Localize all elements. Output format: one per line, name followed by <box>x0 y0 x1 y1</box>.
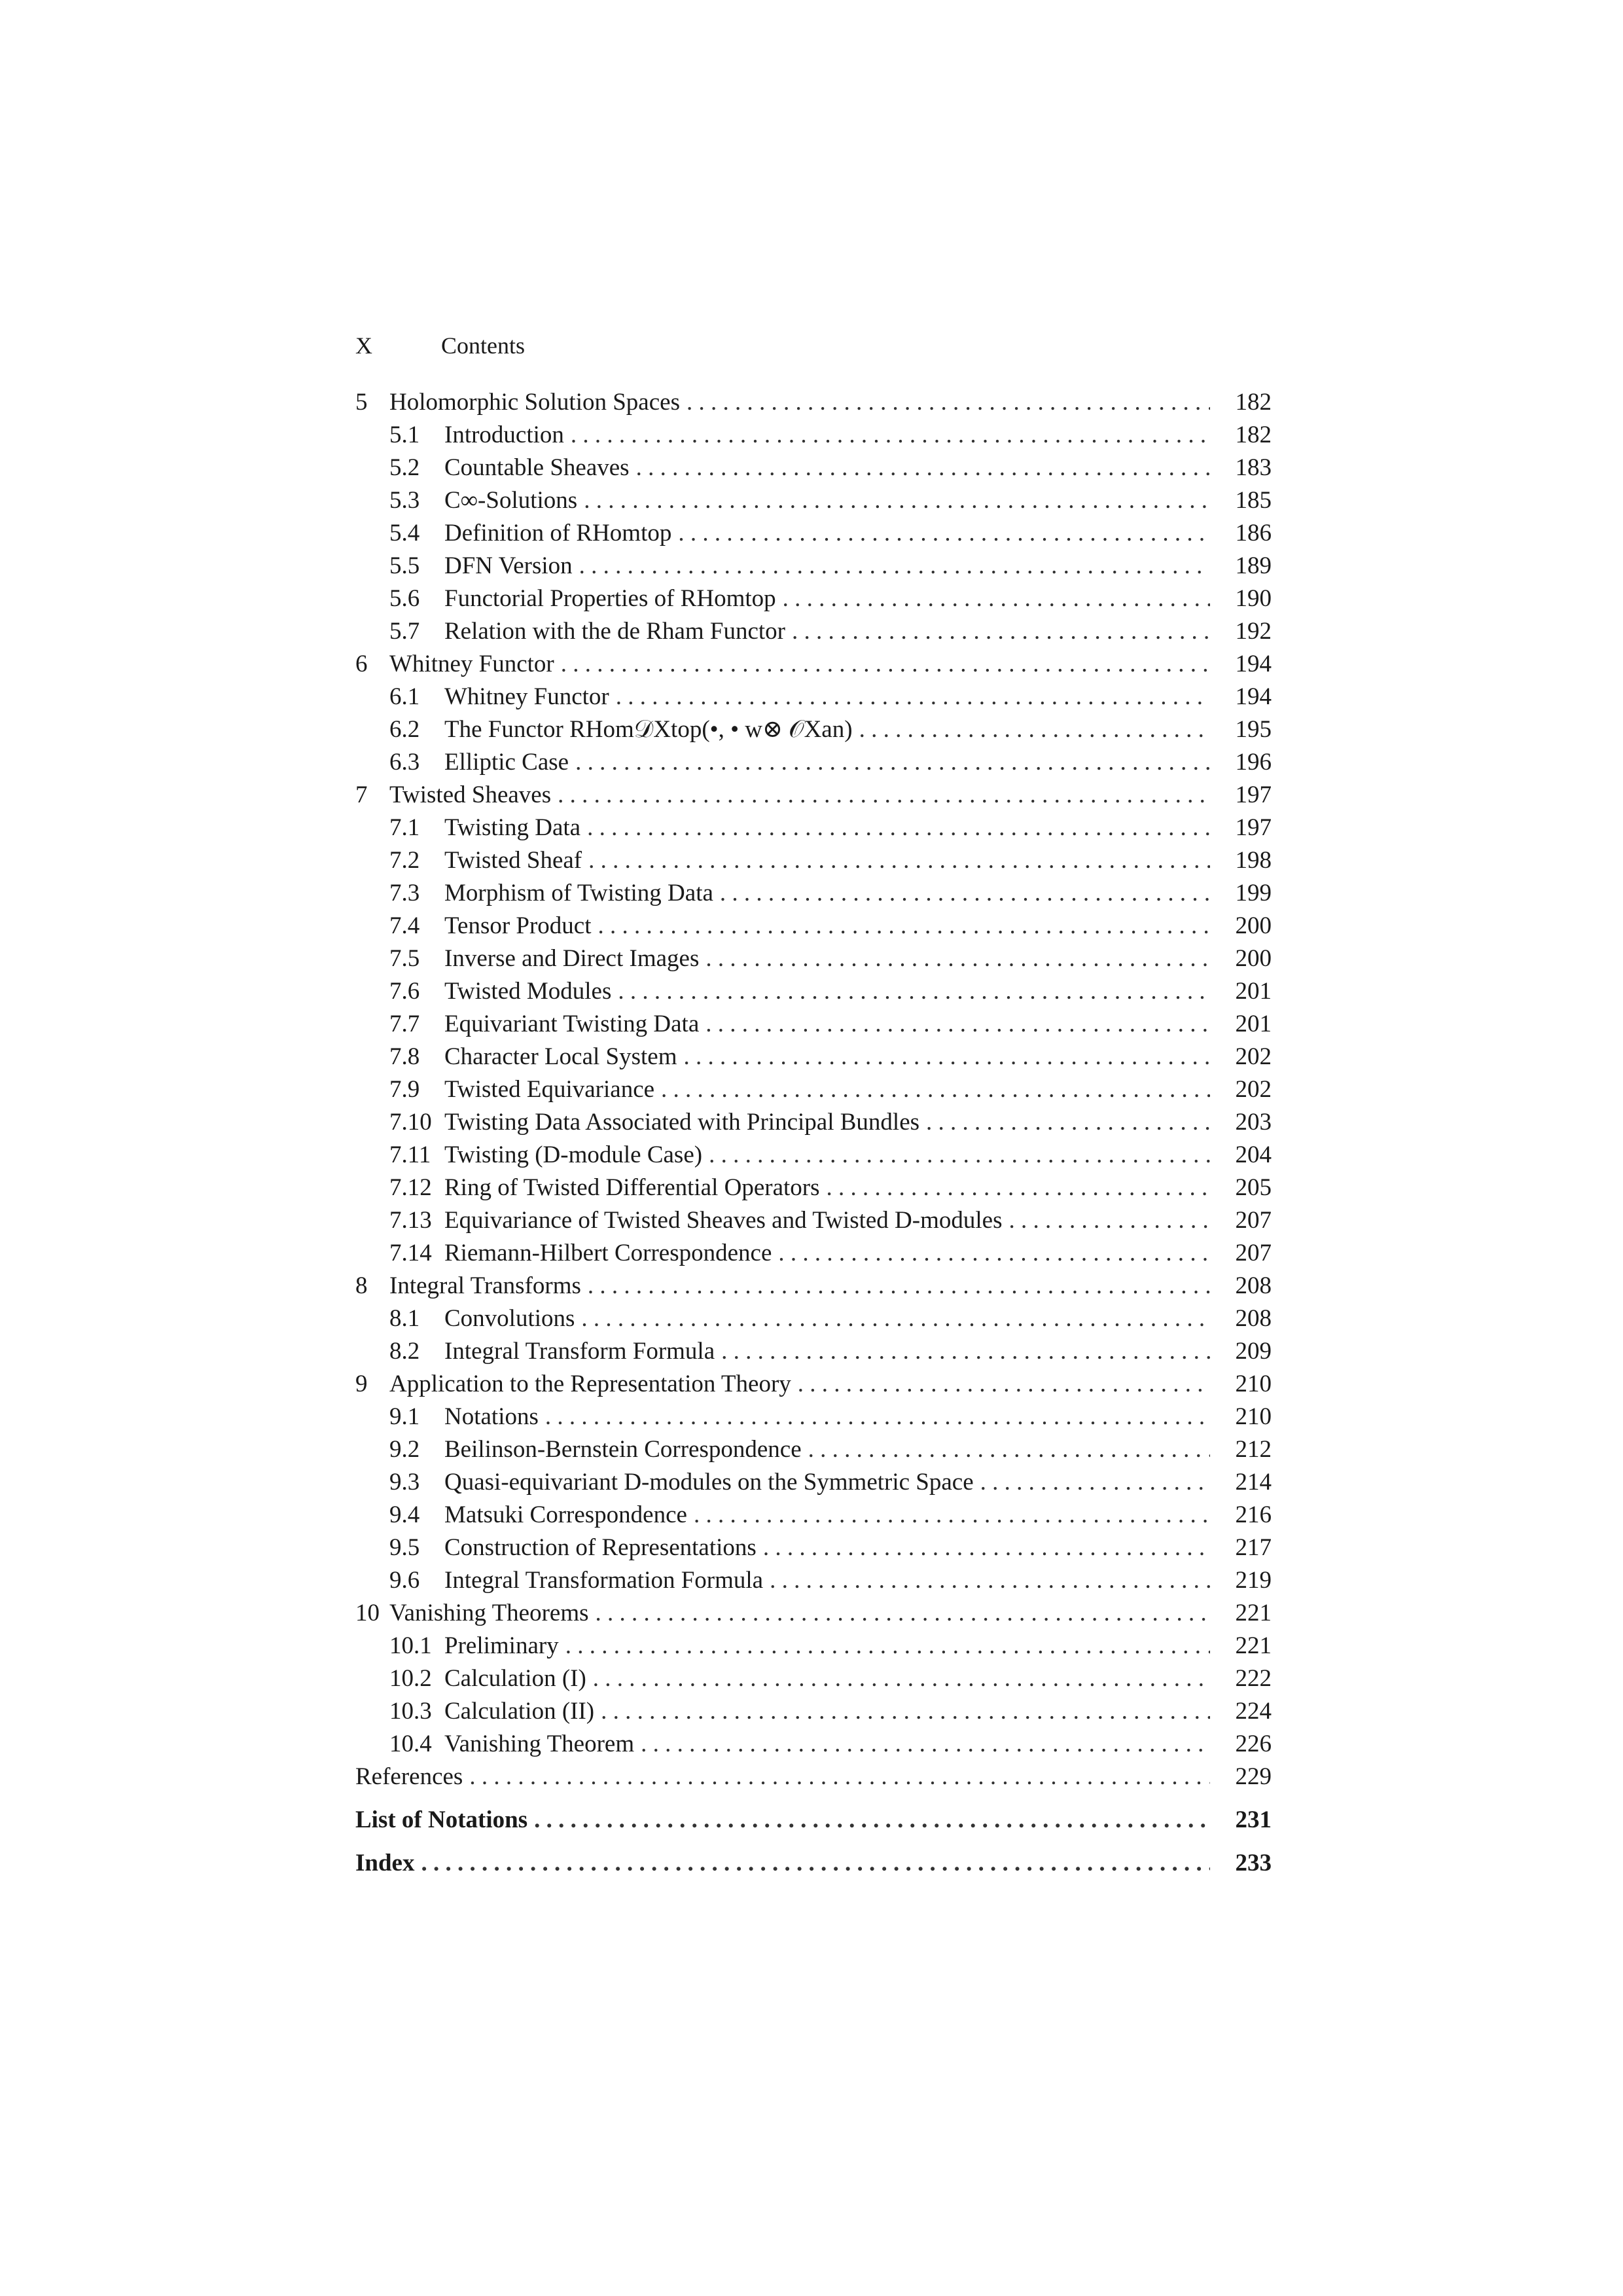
toc-number: 7.6 <box>389 978 420 1005</box>
running-head-page-number: X <box>355 332 372 359</box>
toc-page-number: 210 <box>1235 1371 1272 1397</box>
toc-section-row[interactable] <box>389 746 1272 779</box>
toc-page-number: 231 <box>1235 1806 1272 1833</box>
toc-title: Vanishing Theorem <box>444 1731 635 1757</box>
toc-leader-dots <box>579 550 1210 583</box>
toc-section-row[interactable] <box>389 1041 1272 1073</box>
toc-section-row[interactable] <box>389 1630 1272 1662</box>
toc-title: Integral Transform Formula <box>444 1338 715 1365</box>
toc-number: 6.1 <box>389 683 420 710</box>
toc-title: Relation with the de Rham Functor <box>444 618 785 645</box>
toc-leader-dots <box>641 1728 1210 1761</box>
toc-chapter-row[interactable] <box>355 1597 1272 1630</box>
toc-section-row[interactable] <box>389 942 1272 975</box>
toc-number: 9.5 <box>389 1534 420 1561</box>
toc-page-number: 205 <box>1235 1174 1272 1201</box>
toc-leader-dots <box>709 1139 1210 1172</box>
toc-title: DFN Version <box>444 552 573 579</box>
toc-title: Quasi-equivariant D-modules on the Symmetric Space <box>444 1469 974 1496</box>
toc-leader-dots <box>705 1008 1210 1041</box>
toc-section-row[interactable] <box>389 1139 1272 1172</box>
toc-title: Preliminary <box>444 1632 559 1659</box>
toc-leader-dots <box>561 648 1210 681</box>
toc-leader-dots <box>926 1106 1210 1139</box>
toc-page-number: 214 <box>1235 1469 1272 1496</box>
toc-page-number: 196 <box>1235 749 1272 776</box>
toc-number: 5.1 <box>389 422 420 448</box>
toc-page-number: 216 <box>1235 1501 1272 1528</box>
toc-number: 7.11 <box>389 1141 431 1168</box>
toc-number: 8 <box>355 1272 368 1299</box>
toc-title: Inverse and Direct Images <box>444 945 700 972</box>
toc-number: 6.2 <box>389 716 420 743</box>
toc-page-number: 224 <box>1235 1698 1272 1725</box>
toc-number: 6 <box>355 651 368 677</box>
toc-leader-dots <box>593 1662 1210 1695</box>
toc-title: Convolutions <box>444 1305 575 1332</box>
toc-number: 10.1 <box>389 1632 432 1659</box>
toc-page-number: 194 <box>1235 683 1272 710</box>
toc-title: Index <box>355 1850 415 1876</box>
toc-page-number: 221 <box>1235 1600 1272 1626</box>
toc-leader-dots <box>588 1270 1210 1302</box>
running-head-title: Contents <box>441 332 526 359</box>
toc-section-row[interactable] <box>389 484 1272 517</box>
toc-page-number: 197 <box>1235 814 1272 841</box>
toc-leader-dots <box>980 1466 1210 1499</box>
toc-title: Whitney Functor <box>389 651 554 677</box>
toc-section-row[interactable] <box>389 452 1272 484</box>
toc-leader-dots <box>687 386 1210 419</box>
running-head <box>355 331 525 360</box>
toc-chapter-row[interactable] <box>355 1761 1272 1793</box>
toc-page-number: 201 <box>1235 978 1272 1005</box>
toc-leader-dots <box>598 910 1210 942</box>
toc-number: 9.3 <box>389 1469 420 1496</box>
toc-page-number: 212 <box>1235 1436 1272 1463</box>
toc-section-row[interactable] <box>389 419 1272 452</box>
toc-number: 7.14 <box>389 1240 432 1266</box>
toc-title: Twisted Sheaf <box>444 847 582 874</box>
toc-title: References <box>355 1763 463 1790</box>
toc-leader-dots <box>601 1695 1210 1728</box>
toc-number: 8.2 <box>389 1338 420 1365</box>
toc-page-number: 222 <box>1235 1665 1272 1692</box>
toc-page-number: 202 <box>1235 1076 1272 1103</box>
toc-chapter-row[interactable] <box>355 386 1272 419</box>
toc-page-number: 197 <box>1235 781 1272 808</box>
toc-page-number: 201 <box>1235 1011 1272 1037</box>
toc-leader-dots <box>1008 1204 1210 1237</box>
toc-title: Twisting Data Associated with Principal Bundles <box>444 1109 920 1136</box>
toc-leader-dots <box>721 1335 1210 1368</box>
toc-page-number: 204 <box>1235 1141 1272 1168</box>
toc-number: 10.4 <box>389 1731 432 1757</box>
toc-title: Construction of Representations <box>444 1534 757 1561</box>
toc-leader-dots <box>421 1847 1210 1880</box>
toc-title: Twisted Equivariance <box>444 1076 655 1103</box>
toc-title: Twisting (D-module Case) <box>444 1141 703 1168</box>
toc-number: 7.12 <box>389 1174 432 1201</box>
toc-leader-dots <box>859 713 1210 746</box>
toc-chapter-row[interactable] <box>355 1270 1272 1302</box>
toc-leader-dots <box>770 1564 1210 1597</box>
toc-title: Tensor Product <box>444 912 592 939</box>
toc-leader-dots <box>575 746 1210 779</box>
toc-title: Notations <box>444 1403 539 1430</box>
toc-number: 7.9 <box>389 1076 420 1103</box>
toc-number: 10 <box>355 1600 380 1626</box>
toc-title: Matsuki Correspondence <box>444 1501 687 1528</box>
toc-title: Equivariance of Twisted Sheaves and Twisted D-modules <box>444 1207 1003 1234</box>
toc-number: 8.1 <box>389 1305 420 1332</box>
toc-leader-dots <box>683 1041 1210 1073</box>
toc-number: 7.7 <box>389 1011 420 1037</box>
toc-number: 5.3 <box>389 487 420 514</box>
toc-number: 7.1 <box>389 814 420 841</box>
toc-title: Calculation (I) <box>444 1665 586 1692</box>
toc-chapter-row[interactable] <box>355 1847 1272 1880</box>
toc-page-number: 208 <box>1235 1305 1272 1332</box>
toc-section-row[interactable] <box>389 877 1272 910</box>
toc-title: Twisted Sheaves <box>389 781 552 808</box>
toc-number: 6.3 <box>389 749 420 776</box>
toc-page-number: 221 <box>1235 1632 1272 1659</box>
toc-title: List of Notations <box>355 1806 528 1833</box>
toc-title: Whitney Functor <box>444 683 609 710</box>
toc-leader-dots <box>720 877 1210 910</box>
toc-leader-dots <box>616 681 1210 713</box>
toc-title: Countable Sheaves <box>444 454 630 481</box>
toc-chapter-row[interactable] <box>355 779 1272 812</box>
toc-leader-dots <box>587 812 1210 844</box>
toc-section-row[interactable] <box>389 1695 1272 1728</box>
toc-page-number: 190 <box>1235 585 1272 612</box>
toc-title: Integral Transformation Formula <box>444 1567 764 1594</box>
toc-number: 5.7 <box>389 618 420 645</box>
toc-page-number: 208 <box>1235 1272 1272 1299</box>
toc-section-row[interactable] <box>389 1401 1272 1433</box>
toc-section-row[interactable] <box>389 1728 1272 1761</box>
toc-number: 7.13 <box>389 1207 432 1234</box>
toc-title: Twisting Data <box>444 814 581 841</box>
toc-section-row[interactable] <box>389 1204 1272 1237</box>
toc-leader-dots <box>705 942 1210 975</box>
toc-section-row[interactable] <box>389 583 1272 615</box>
toc-section-row[interactable] <box>389 713 1272 746</box>
toc-section-row[interactable] <box>389 517 1272 550</box>
toc-number: 7 <box>355 781 368 808</box>
toc-title: Ring of Twisted Differential Operators <box>444 1174 820 1201</box>
toc-page-number: 203 <box>1235 1109 1272 1136</box>
toc-leader-dots <box>808 1433 1210 1466</box>
toc-number: 10.2 <box>389 1665 432 1692</box>
toc-section-row[interactable] <box>389 1564 1272 1597</box>
toc-section-row[interactable] <box>389 1466 1272 1499</box>
toc-number: 7.3 <box>389 880 420 906</box>
toc-section-row[interactable] <box>389 1172 1272 1204</box>
toc-number: 9.6 <box>389 1567 420 1594</box>
toc-section-row[interactable] <box>389 1073 1272 1106</box>
toc-leader-dots <box>636 452 1210 484</box>
toc-number: 7.2 <box>389 847 420 874</box>
toc-leader-dots <box>678 517 1210 550</box>
toc-leader-dots <box>694 1499 1210 1532</box>
toc-page-number: 217 <box>1235 1534 1272 1561</box>
toc-page-number: 195 <box>1235 716 1272 743</box>
toc-leader-dots <box>565 1630 1210 1662</box>
toc-section-row[interactable] <box>389 1662 1272 1695</box>
toc-title: Equivariant Twisting Data <box>444 1011 700 1037</box>
toc-page-number: 198 <box>1235 847 1272 874</box>
toc-page-number: 202 <box>1235 1043 1272 1070</box>
toc-leader-dots <box>792 615 1210 648</box>
toc-section-row[interactable] <box>389 1106 1272 1139</box>
toc-leader-dots <box>798 1368 1210 1401</box>
toc-page-number: 226 <box>1235 1731 1272 1757</box>
toc-number: 9.4 <box>389 1501 420 1528</box>
toc-leader-dots <box>618 975 1210 1008</box>
toc-section-row[interactable] <box>389 975 1272 1008</box>
toc-title: Integral Transforms <box>389 1272 581 1299</box>
toc-section-row[interactable] <box>389 1302 1272 1335</box>
toc-number: 9 <box>355 1371 368 1397</box>
toc-title: Morphism of Twisting Data <box>444 880 713 906</box>
toc-section-row[interactable] <box>389 1532 1272 1564</box>
toc-chapter-row[interactable] <box>355 1368 1272 1401</box>
toc-title: Vanishing Theorems <box>389 1600 589 1626</box>
toc-page-number: 233 <box>1235 1850 1272 1876</box>
toc-page-number: 183 <box>1235 454 1272 481</box>
toc-number: 7.4 <box>389 912 420 939</box>
toc-title: Calculation (II) <box>444 1698 595 1725</box>
toc-leader-dots <box>827 1172 1210 1204</box>
toc-section-row[interactable] <box>389 550 1272 583</box>
toc-title: Riemann-Hilbert Correspondence <box>444 1240 772 1266</box>
toc-leader-dots <box>534 1804 1210 1837</box>
toc-leader-dots <box>596 1597 1210 1630</box>
toc-title: C∞-Solutions <box>444 487 578 514</box>
toc-number: 5.2 <box>389 454 420 481</box>
toc-number: 5 <box>355 389 368 416</box>
toc-leader-dots <box>584 484 1210 517</box>
toc-title: Beilinson-Bernstein Correspondence <box>444 1436 802 1463</box>
toc-title: Character Local System <box>444 1043 677 1070</box>
toc-section-row[interactable] <box>389 844 1272 877</box>
toc-leader-dots <box>545 1401 1210 1433</box>
toc-leader-dots <box>571 419 1210 452</box>
toc-section-row[interactable] <box>389 681 1272 713</box>
toc-page-number: 199 <box>1235 880 1272 906</box>
toc-leader-dots <box>558 779 1210 812</box>
toc-number: 7.8 <box>389 1043 420 1070</box>
toc-number: 10.3 <box>389 1698 432 1725</box>
toc-section-row[interactable] <box>389 1499 1272 1532</box>
toc-title: Twisted Modules <box>444 978 612 1005</box>
toc-leader-dots <box>581 1302 1210 1335</box>
toc-title: Introduction <box>444 422 564 448</box>
toc-page-number: 192 <box>1235 618 1272 645</box>
toc-chapter-row[interactable] <box>355 648 1272 681</box>
toc-leader-dots <box>469 1761 1210 1793</box>
toc-page-number: 186 <box>1235 520 1272 547</box>
toc-page-number: 182 <box>1235 422 1272 448</box>
toc-page-number: 209 <box>1235 1338 1272 1365</box>
toc-number: 7.5 <box>389 945 420 972</box>
toc-section-row[interactable] <box>389 1008 1272 1041</box>
toc-title: Application to the Representation Theory <box>389 1371 791 1397</box>
toc-leader-dots <box>778 1237 1210 1270</box>
toc-section-row[interactable] <box>389 812 1272 844</box>
toc-section-row[interactable] <box>389 1433 1272 1466</box>
toc-chapter-row[interactable] <box>355 1804 1272 1837</box>
toc-title: The Functor RHom𝒟Xtop(•, • w⊗ 𝒪Xan) <box>444 716 853 743</box>
toc-page-number: 200 <box>1235 912 1272 939</box>
toc-section-row[interactable] <box>389 910 1272 942</box>
toc-page-number: 207 <box>1235 1207 1272 1234</box>
toc-title: Definition of RHomtop <box>444 520 672 547</box>
toc-title: Holomorphic Solution Spaces <box>389 389 680 416</box>
toc-page-number: 219 <box>1235 1567 1272 1594</box>
toc-section-row[interactable] <box>389 1335 1272 1368</box>
toc-number: 9.1 <box>389 1403 420 1430</box>
toc-number: 5.5 <box>389 552 420 579</box>
toc-page-number: 185 <box>1235 487 1272 514</box>
toc-section-row[interactable] <box>389 615 1272 648</box>
toc-number: 5.4 <box>389 520 420 547</box>
toc-leader-dots <box>763 1532 1210 1564</box>
toc-page-number: 200 <box>1235 945 1272 972</box>
toc-number: 9.2 <box>389 1436 420 1463</box>
toc-page-number: 207 <box>1235 1240 1272 1266</box>
toc-number: 5.6 <box>389 585 420 612</box>
toc-page-number: 229 <box>1235 1763 1272 1790</box>
toc-title: Elliptic Case <box>444 749 569 776</box>
toc-leader-dots <box>783 583 1210 615</box>
toc-leader-dots <box>661 1073 1210 1106</box>
toc-section-row[interactable] <box>389 1237 1272 1270</box>
toc-page-number: 194 <box>1235 651 1272 677</box>
toc-title: Functorial Properties of RHomtop <box>444 585 776 612</box>
toc-leader-dots <box>588 844 1210 877</box>
toc-number: 7.10 <box>389 1109 432 1136</box>
toc-page-number: 210 <box>1235 1403 1272 1430</box>
toc-page-number: 189 <box>1235 552 1272 579</box>
toc-page-number: 182 <box>1235 389 1272 416</box>
